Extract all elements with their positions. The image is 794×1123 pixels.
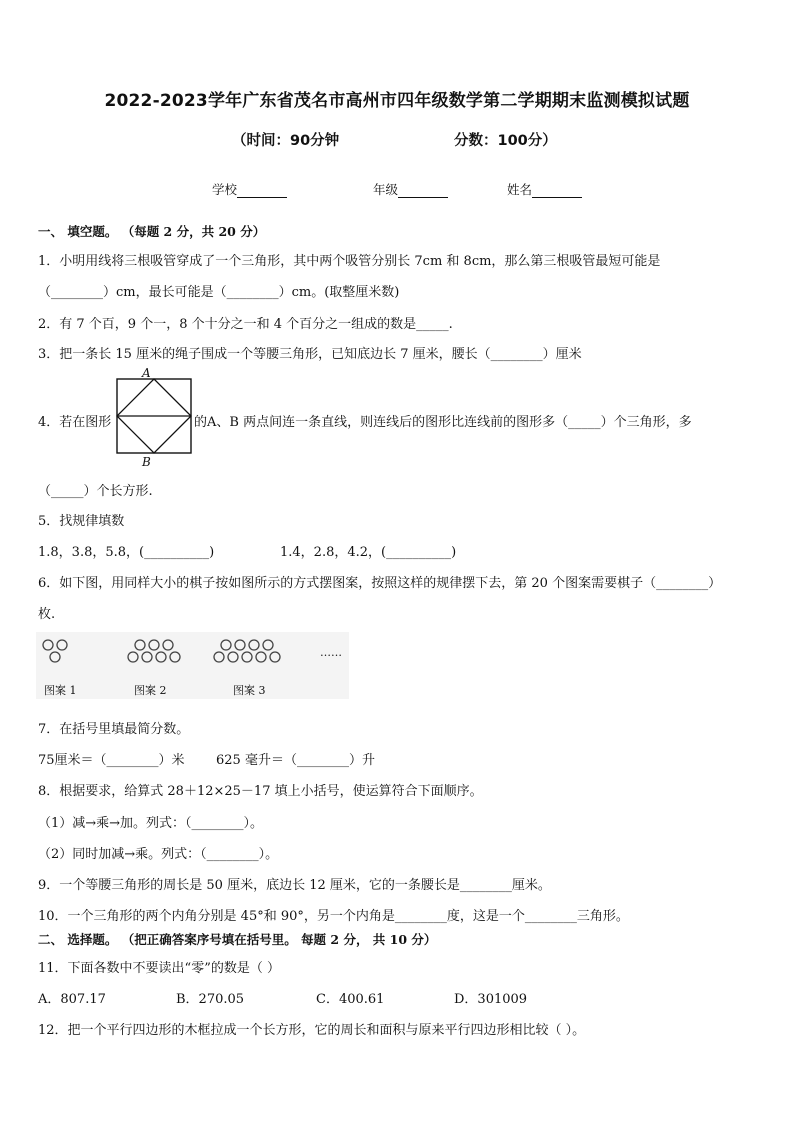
q9-text: 9．一个等腰三角形的周长是 50 厘米，底边长 12 厘米，它的一条腰长是________厘米。 [38, 878, 551, 893]
name-blank[interactable] [532, 183, 582, 198]
q7-part1: 75厘米＝（________）米 [38, 753, 185, 768]
square-diamond-figure [116, 378, 192, 454]
grade-field [373, 180, 448, 198]
q11-option-a[interactable]: A．807.17 [38, 992, 106, 1007]
q11-option-d[interactable]: D．301009 [454, 992, 528, 1007]
q5-title: 5．找规律填数 [38, 514, 125, 529]
point-a-label: A [142, 366, 151, 380]
pattern-3-label: 图案 3 [233, 684, 266, 697]
q4-line2: （_____）个长方形. [38, 484, 153, 499]
school-blank[interactable] [237, 183, 287, 198]
section2-heading: 二、 选择题。 （把正确答案序号填在括号里。 每题 2 分， 共 10 分） [38, 932, 437, 947]
school-field [212, 180, 287, 198]
q11-option-c[interactable]: C．400.61 [316, 992, 385, 1007]
q4-suffix: 的A、B 两点间连一条直线，则连线后的图形比连线前的图形多（_____）个三角形，多 [194, 415, 692, 430]
q3-text: 3．把一条长 15 厘米的绳子围成一个等腰三角形，已知底边长 7 厘米，腰长（________）厘米 [38, 347, 582, 362]
grade-blank[interactable] [398, 183, 448, 198]
q6-line2: 枚. [38, 607, 56, 622]
score-label: 分数：100分） [454, 133, 557, 149]
q11-text: 11．下面各数中不要读出“零”的数是（ ） [38, 961, 280, 976]
point-b-label: B [142, 455, 151, 469]
q4-prefix: 4．若在图形 [38, 415, 112, 430]
q1-line2: （________）cm，最长可能是（________）cm。(取整厘米数) [38, 285, 400, 300]
exam-title: 2022-2023学年广东省茂名市高州市四年级数学第二学期期末监测模拟试题 [104, 91, 690, 111]
q8-sub1: （1）减→乘→加。列式：（________）。 [38, 816, 264, 831]
q8-sub2: （2）同时加减→乘。列式：（________）。 [38, 847, 279, 862]
q7-title: 7．在括号里填最简分数。 [38, 722, 190, 737]
name-label: 姓名 [507, 182, 533, 197]
school-label: 学校 [212, 182, 238, 197]
q5-seq2: 1.4，2.8，4.2，(__________) [280, 545, 457, 560]
grade-label: 年级 [373, 182, 399, 197]
q1-line1: 1．小明用线将三根吸管穿成了一个三角形，其中两个吸管分别长 7cm 和 8cm，那么第三根吸管最短可能是 [38, 254, 661, 269]
q10-text: 10．一个三角形的两个内角分别是 45°和 90°，另一个内角是________度，这是一个________三角形。 [38, 909, 629, 924]
q12-text: 12．把一个平行四边形的木框拉成一个长方形，它的周长和面积与原来平行四边形相比较（ ）。 [38, 1023, 586, 1038]
q8-title: 8．根据要求，给算式 28＋12×25－17 填上小括号，使运算符合下面顺序。 [38, 784, 483, 799]
pattern-ellipsis: …… [320, 646, 342, 659]
section1-heading: 一、 填空题。 （每题 2 分，共 20 分） [38, 224, 266, 239]
pattern-2-label: 图案 2 [134, 684, 167, 697]
pattern-1-label: 图案 1 [44, 684, 77, 697]
q5-seq1: 1.8，3.8，5.8，(__________) [38, 545, 215, 560]
pattern-circles [36, 632, 349, 699]
time-label: （时间：90分钟 [232, 133, 340, 149]
q2-text: 2．有 7 个百，9 个一，8 个十分之一和 4 个百分之一组成的数是_____. [38, 317, 453, 332]
name-field [507, 180, 582, 198]
q11-option-b[interactable]: B．270.05 [176, 992, 245, 1007]
q7-part2: 625 毫升＝（________）升 [216, 753, 375, 768]
q6-line1: 6．如下图，用同样大小的棋子按如图所示的方式摆图案，按照这样的规律摆下去，第 20 个图案需要棋子（________） [38, 576, 722, 591]
pattern-figure [36, 632, 349, 699]
